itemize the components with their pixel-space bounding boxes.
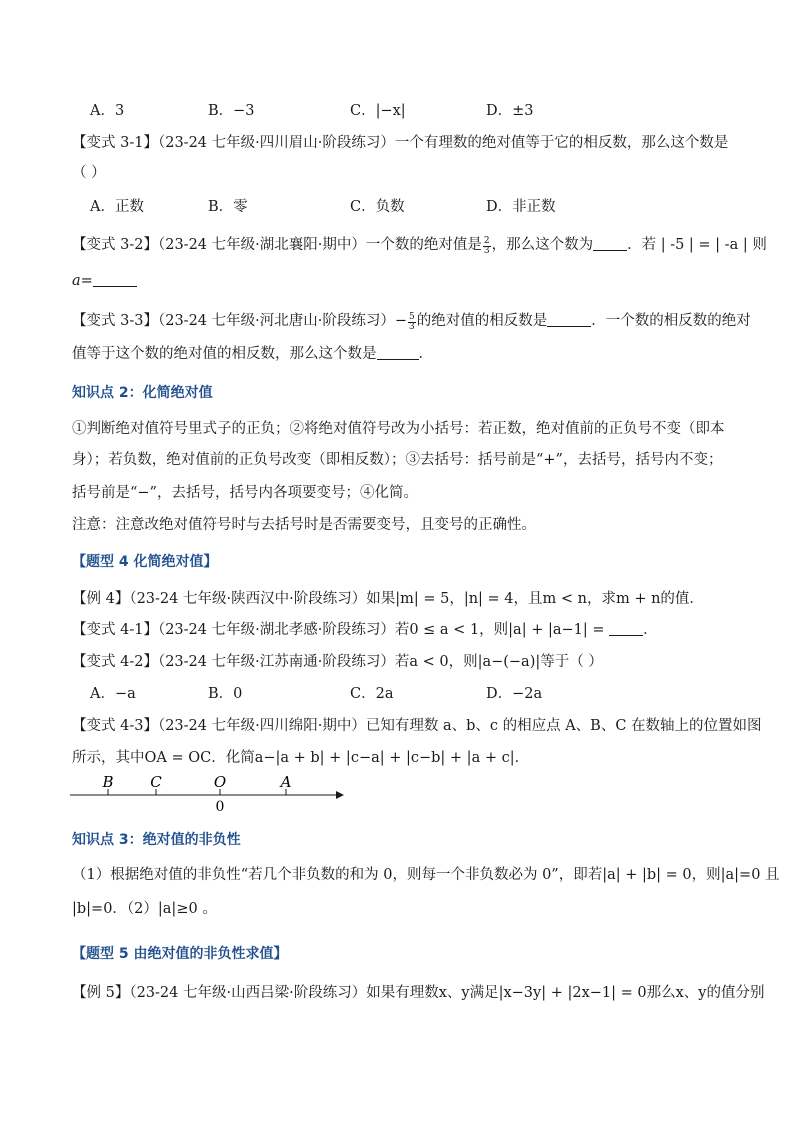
variant-3-3-text1: 的绝对值的相反数是 [416,313,548,329]
variant-3-1-label: 【变式 3-1】 [72,135,158,151]
variant-4-1: 【变式 4-1】（23-24 七年级·湖北孝感·阶段练习）若0 ≤ a < 1，则|a| + |a−1| = ． [72,622,658,638]
variant-4-3-line1: 【变式 4-3】（23-24 七年级·四川绵阳·期中）已知有理数 a、b、c 的相应点 A、B、C 在数轴上的位置如图 [72,718,762,734]
v4-2-option-c: C．2a [350,686,394,702]
zero-label: 0 [215,799,225,814]
variant-3-2-text3: ．若 | -5 | = | -a | 则 [627,237,767,253]
point-label-b: B [102,773,114,791]
answer-blank [593,236,627,251]
type-5-title: 【题型 5 由绝对值的非负性求值】 [72,946,288,962]
variant-3-3-label: 【变式 3-3】 [72,313,158,329]
knowledge-point-3-title: 知识点 3：绝对值的非负性 [72,832,241,848]
example-5: 【例 5】（23-24 七年级·山西吕梁·阶段练习）如果有理数x、y满足|x−3y| + |2x−1| = 0那么x、y的值分别 [72,985,765,1001]
variant-3-3-line2: 值等于这个数的绝对值的相反数，那么这个数是 ． [72,346,433,362]
example-4: 【例 4】（23-24 七年级·陕西汉中·阶段练习）如果|m| = 5，|n| = 4，且m < n，求m + n的值． [72,591,704,607]
q3-option-b: B．−3 [208,103,255,119]
variant-3-3 [72,311,751,332]
point-label-a: A [280,773,292,791]
v3-1-option-d: D．非正数 [486,199,556,215]
variant-3-2-a: a= [72,273,93,289]
answer-blank [609,621,643,636]
variant-3-3-line2-text: 值等于这个数的绝对值的相反数，那么这个数是 [72,346,377,362]
answer-blank [377,345,419,360]
variant-3-1-paren: （ ） [72,165,106,181]
v3-1-option-c: C．负数 [350,199,405,215]
variant-3-2-text2: ，那么这个数为 [491,237,594,253]
variant-4-2: 【变式 4-2】（23-24 七年级·江苏南通·阶段练习）若a < 0，则|a−(−a)|等于（ ） [72,654,603,670]
kp2-paragraph-1: ①判断绝对值符号里式子的正负；②将绝对值符号改为小括号：若正数，绝对值前的正负号不变（即本 [72,421,725,437]
q3-option-a: A．3 [90,103,125,119]
variant-3-3-text2: ．一个数的相反数的绝对 [591,313,751,329]
kp3-line-2: |b|=0．（2）|a|≥0 。 [72,901,217,917]
variant-3-2-label: 【变式 3-2】 [72,237,158,253]
type-4-title: 【题型 4 化简绝对值】 [72,554,218,570]
answer-blank [93,272,137,287]
v3-1-option-a: A．正数 [90,199,144,215]
fraction-two-thirds: $\frac{2}{3}$ [483,236,490,256]
variant-3-2-line2 [72,271,137,291]
point-label-c: C [150,773,162,791]
kp3-line-1: （1）根据绝对值的非负性“若几个非负数的和为 0，则每一个非负数必为 0”，即若|a| + |b| = 0，则|a|=0 且 [72,867,780,883]
arrow-right-icon [336,791,344,799]
v4-2-option-d: D．−2a [486,686,543,702]
fraction-five-thirds: $\frac{5}{3}$ [409,312,415,332]
kp2-paragraph-2: 身）；若负数，绝对值前的正负号改变（即相反数）；③去括号：括号前是“+”，去括号，括号内不变； [72,452,723,468]
number-line-diagram [70,770,350,814]
q3-option-d: D．±3 [486,103,534,119]
variant-3-3-text0: （23-24 七年级·河北唐山·阶段练习）− [157,313,407,329]
kp2-paragraph-3: 括号前是“−”，去括号，括号内各项要变号；④化简。 [72,485,418,501]
kp2-note: 注意：注意改绝对值符号时与去括号时是否需要变号，且变号的正确性。 [72,517,536,533]
variant-3-2 [72,235,767,256]
point-label-o: O [213,773,227,791]
v4-2-option-b: B．0 [208,686,243,702]
v4-2-option-a: A．−a [90,686,136,702]
q3-option-c: C．|−x| [350,103,406,119]
variant-4-3-line2: 所示，其中OA = OC．化简a−|a + b| + |c−a| + |c−b| + |a + c|． [72,750,530,766]
answer-blank [547,312,591,327]
variant-3-1 [72,133,728,153]
knowledge-point-2-title: 知识点 2：化简绝对值 [72,385,213,401]
variant-3-2-text1: （23-24 七年级·湖北襄阳·期中）一个数的绝对值是 [157,237,482,253]
variant-3-1-text: （23-24 七年级·四川眉山·阶段练习）一个有理数的绝对值等于它的相反数，那么这个数是 [157,135,729,151]
v3-1-option-b: B．零 [208,199,248,215]
